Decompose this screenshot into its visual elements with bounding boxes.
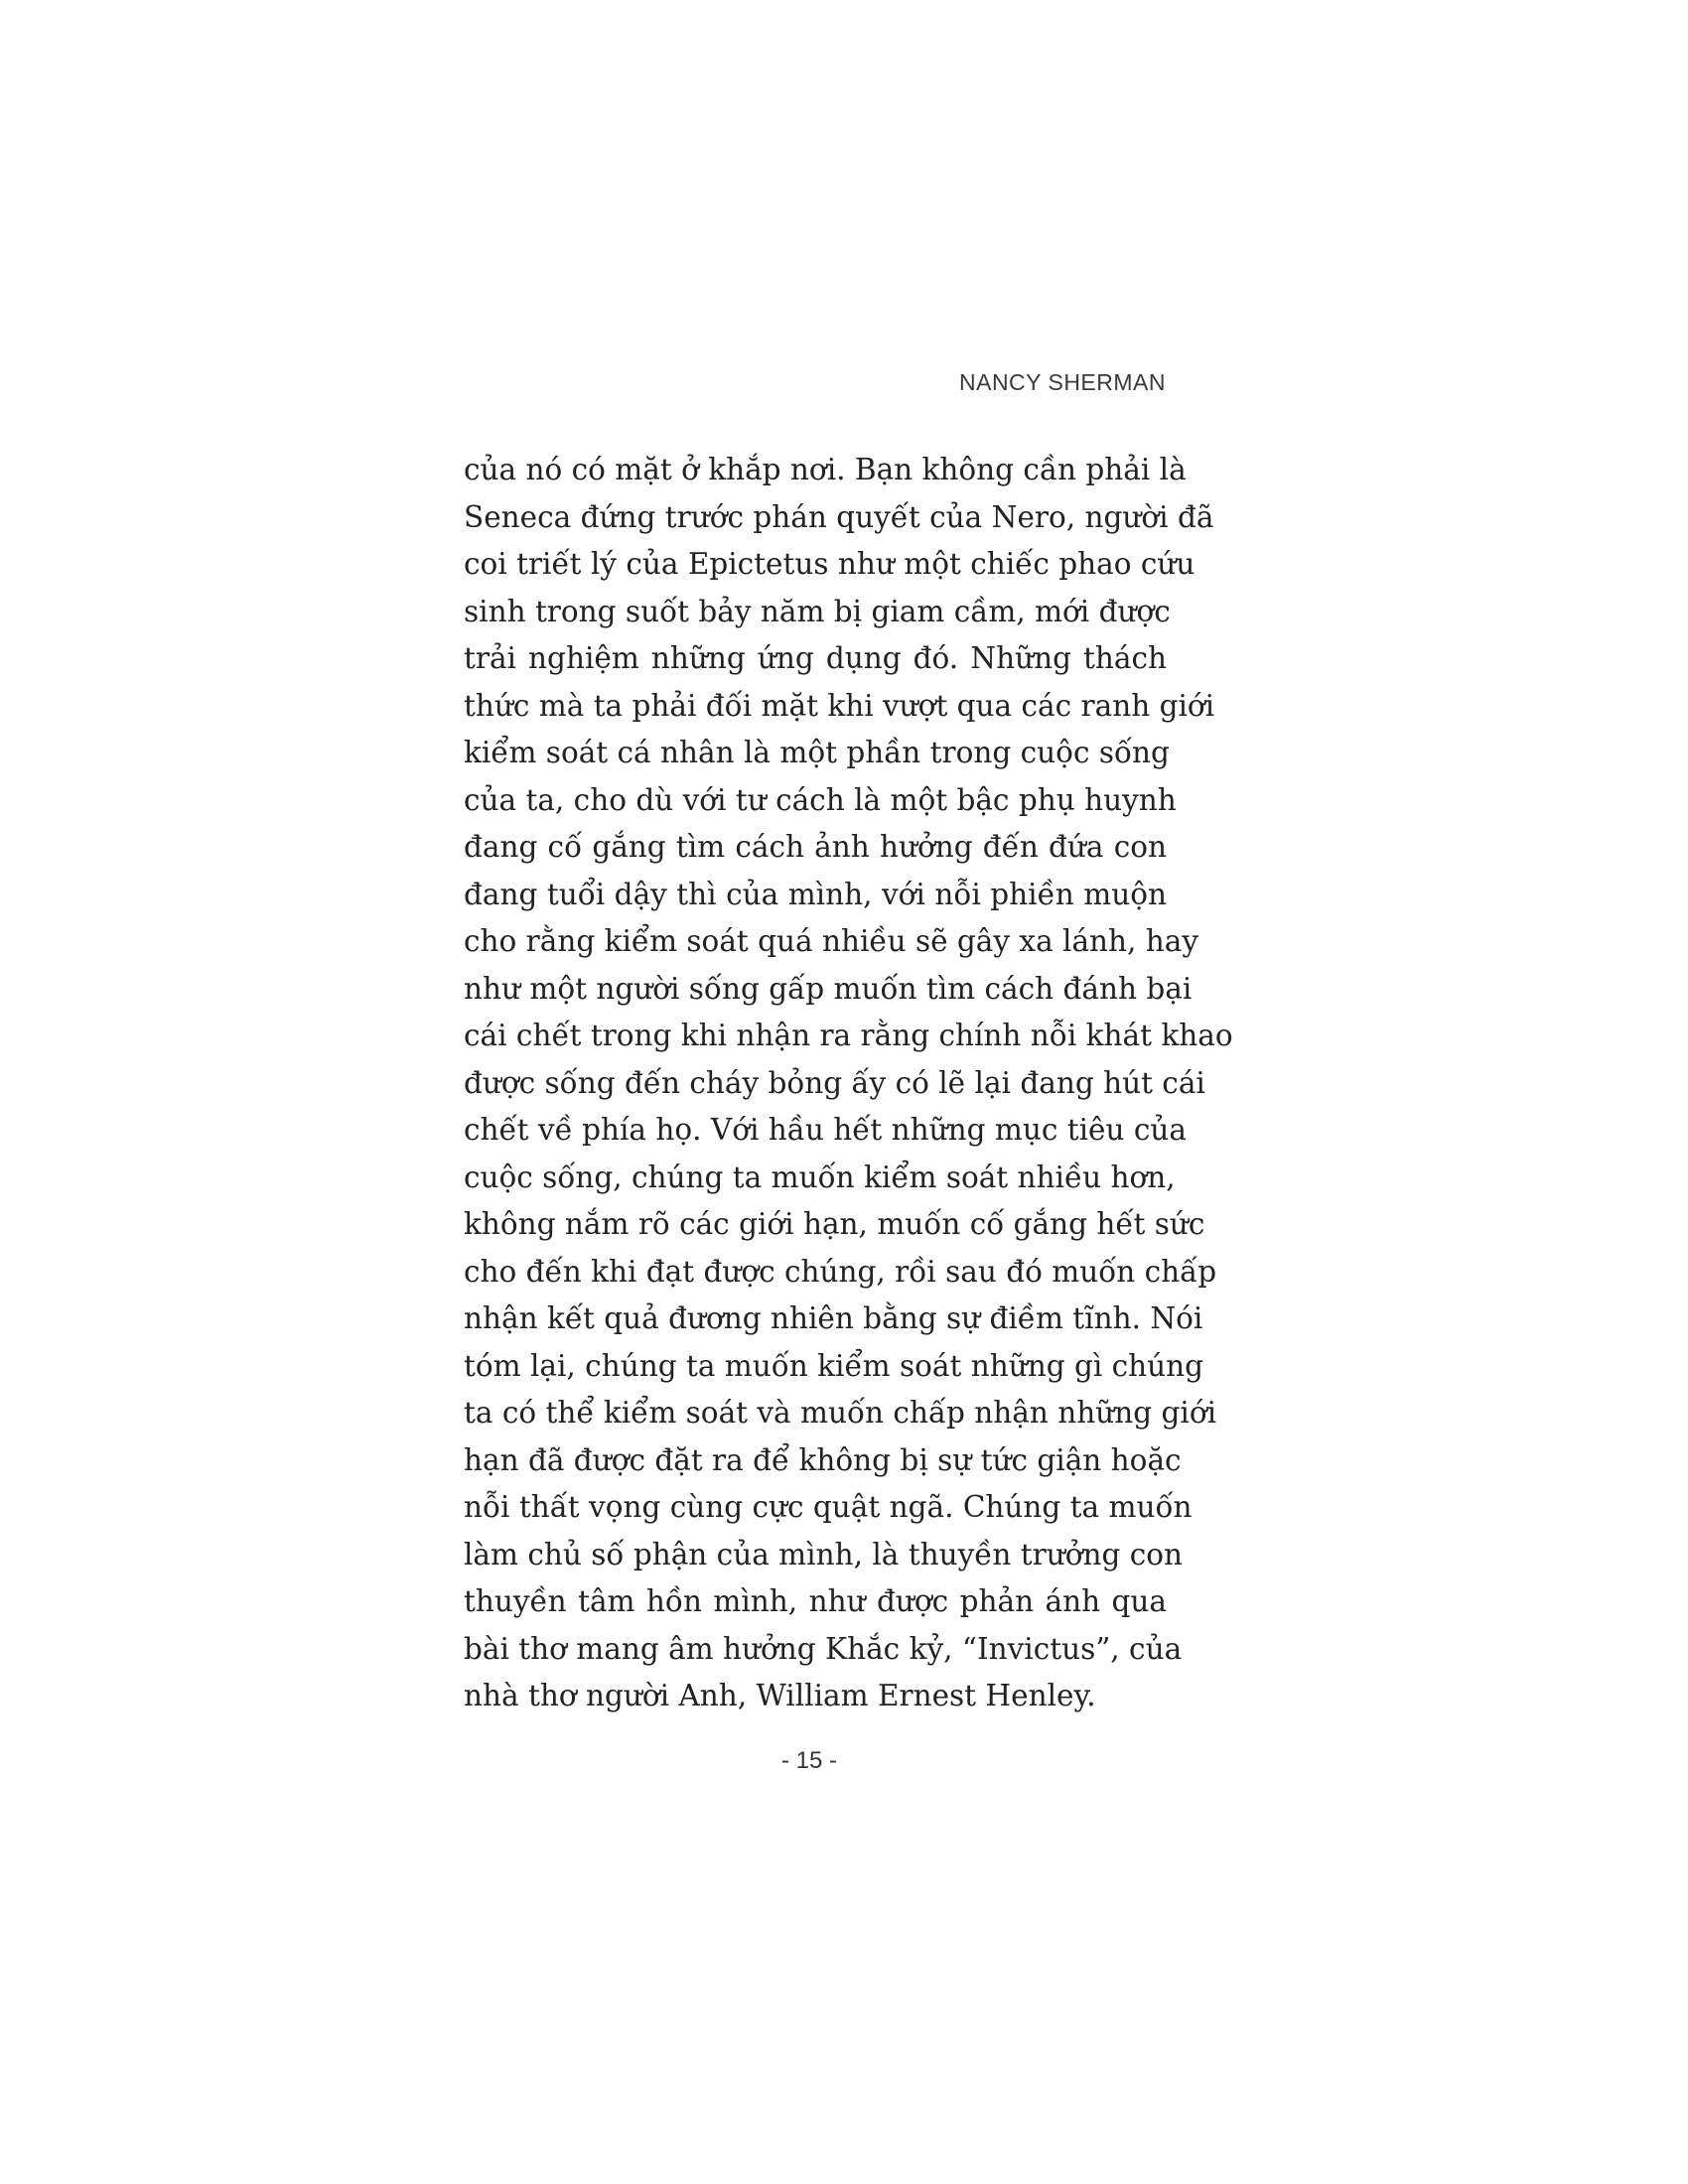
text-line: nhà thơ người Anh, William Ernest Henley. bbox=[464, 1679, 1096, 1712]
text-line: nhận kết quả đương nhiên bằng sự điềm tĩnh. Nói bbox=[464, 1301, 1203, 1335]
text-line: kiểm soát cá nhân là một phần trong cuộc sống bbox=[464, 736, 1170, 769]
text-line: trải nghiệm những ứng dụng đó. Những thách bbox=[464, 641, 1167, 675]
body-paragraph bbox=[464, 447, 1233, 1720]
text-line: cuộc sống, chúng ta muốn kiểm soát nhiều hơn, bbox=[464, 1160, 1176, 1194]
text-line: hạn đã được đặt ra để không bị sự tức giận hoặc bbox=[464, 1442, 1182, 1477]
text-line: sinh trong suốt bảy năm bị giam cầm, mới được bbox=[464, 594, 1171, 628]
page-number: - 15 - bbox=[780, 1747, 837, 1774]
text-line: ta có thể kiểm soát và muốn chấp nhận những giới bbox=[464, 1396, 1217, 1430]
text-line: cái chết trong khi nhận ra rằng chính nỗi khát khao bbox=[464, 1019, 1233, 1052]
text-line: cho đến khi đạt được chúng, rồi sau đó muốn chấp bbox=[464, 1254, 1217, 1289]
text-line: bài thơ mang âm hưởng Khắc kỷ, “Invictus”, của bbox=[464, 1631, 1183, 1666]
text-line: làm chủ số phận của mình, là thuyền trưởng con bbox=[464, 1537, 1184, 1571]
text-line: được sống đến cháy bỏng ấy có lẽ lại đang hút cái bbox=[464, 1065, 1205, 1100]
text-line: cho rằng kiểm soát quá nhiều sẽ gây xa lánh, hay bbox=[464, 924, 1199, 958]
text-line: chết về phía họ. Với hầu hết những mục tiêu của bbox=[464, 1113, 1187, 1147]
running-header-author: NANCY SHERMAN bbox=[959, 369, 1166, 395]
text-line: coi triết lý của Epictetus như một chiếc phao cứu bbox=[464, 547, 1196, 581]
text-line: của nó có mặt ở khắp nơi. Bạn không cần phải là bbox=[464, 453, 1187, 486]
text-line: không nắm rõ các giới hạn, muốn cố gắng hết sức bbox=[464, 1207, 1205, 1241]
text-line: đang cố gắng tìm cách ảnh hưởng đến đứa con bbox=[464, 830, 1167, 864]
text-line: Seneca đứng trước phán quyết của Nero, người đã bbox=[464, 499, 1214, 534]
text-line: của ta, cho dù với tư cách là một bậc phụ huynh bbox=[464, 782, 1177, 817]
text-line: nỗi thất vọng cùng cực quật ngã. Chúng ta muốn bbox=[464, 1490, 1193, 1524]
text-line: thức mà ta phải đối mặt khi vượt qua các ranh giới bbox=[464, 688, 1215, 723]
text-line: đang tuổi dậy thì của mình, với nỗi phiền muộn bbox=[464, 877, 1167, 911]
text-line: như một người sống gấp muốn tìm cách đánh bại bbox=[464, 971, 1193, 1006]
text-line: tóm lại, chúng ta muốn kiểm soát những gì chúng bbox=[464, 1348, 1204, 1383]
text-line: thuyền tâm hồn mình, như được phản ánh qua bbox=[464, 1584, 1167, 1618]
